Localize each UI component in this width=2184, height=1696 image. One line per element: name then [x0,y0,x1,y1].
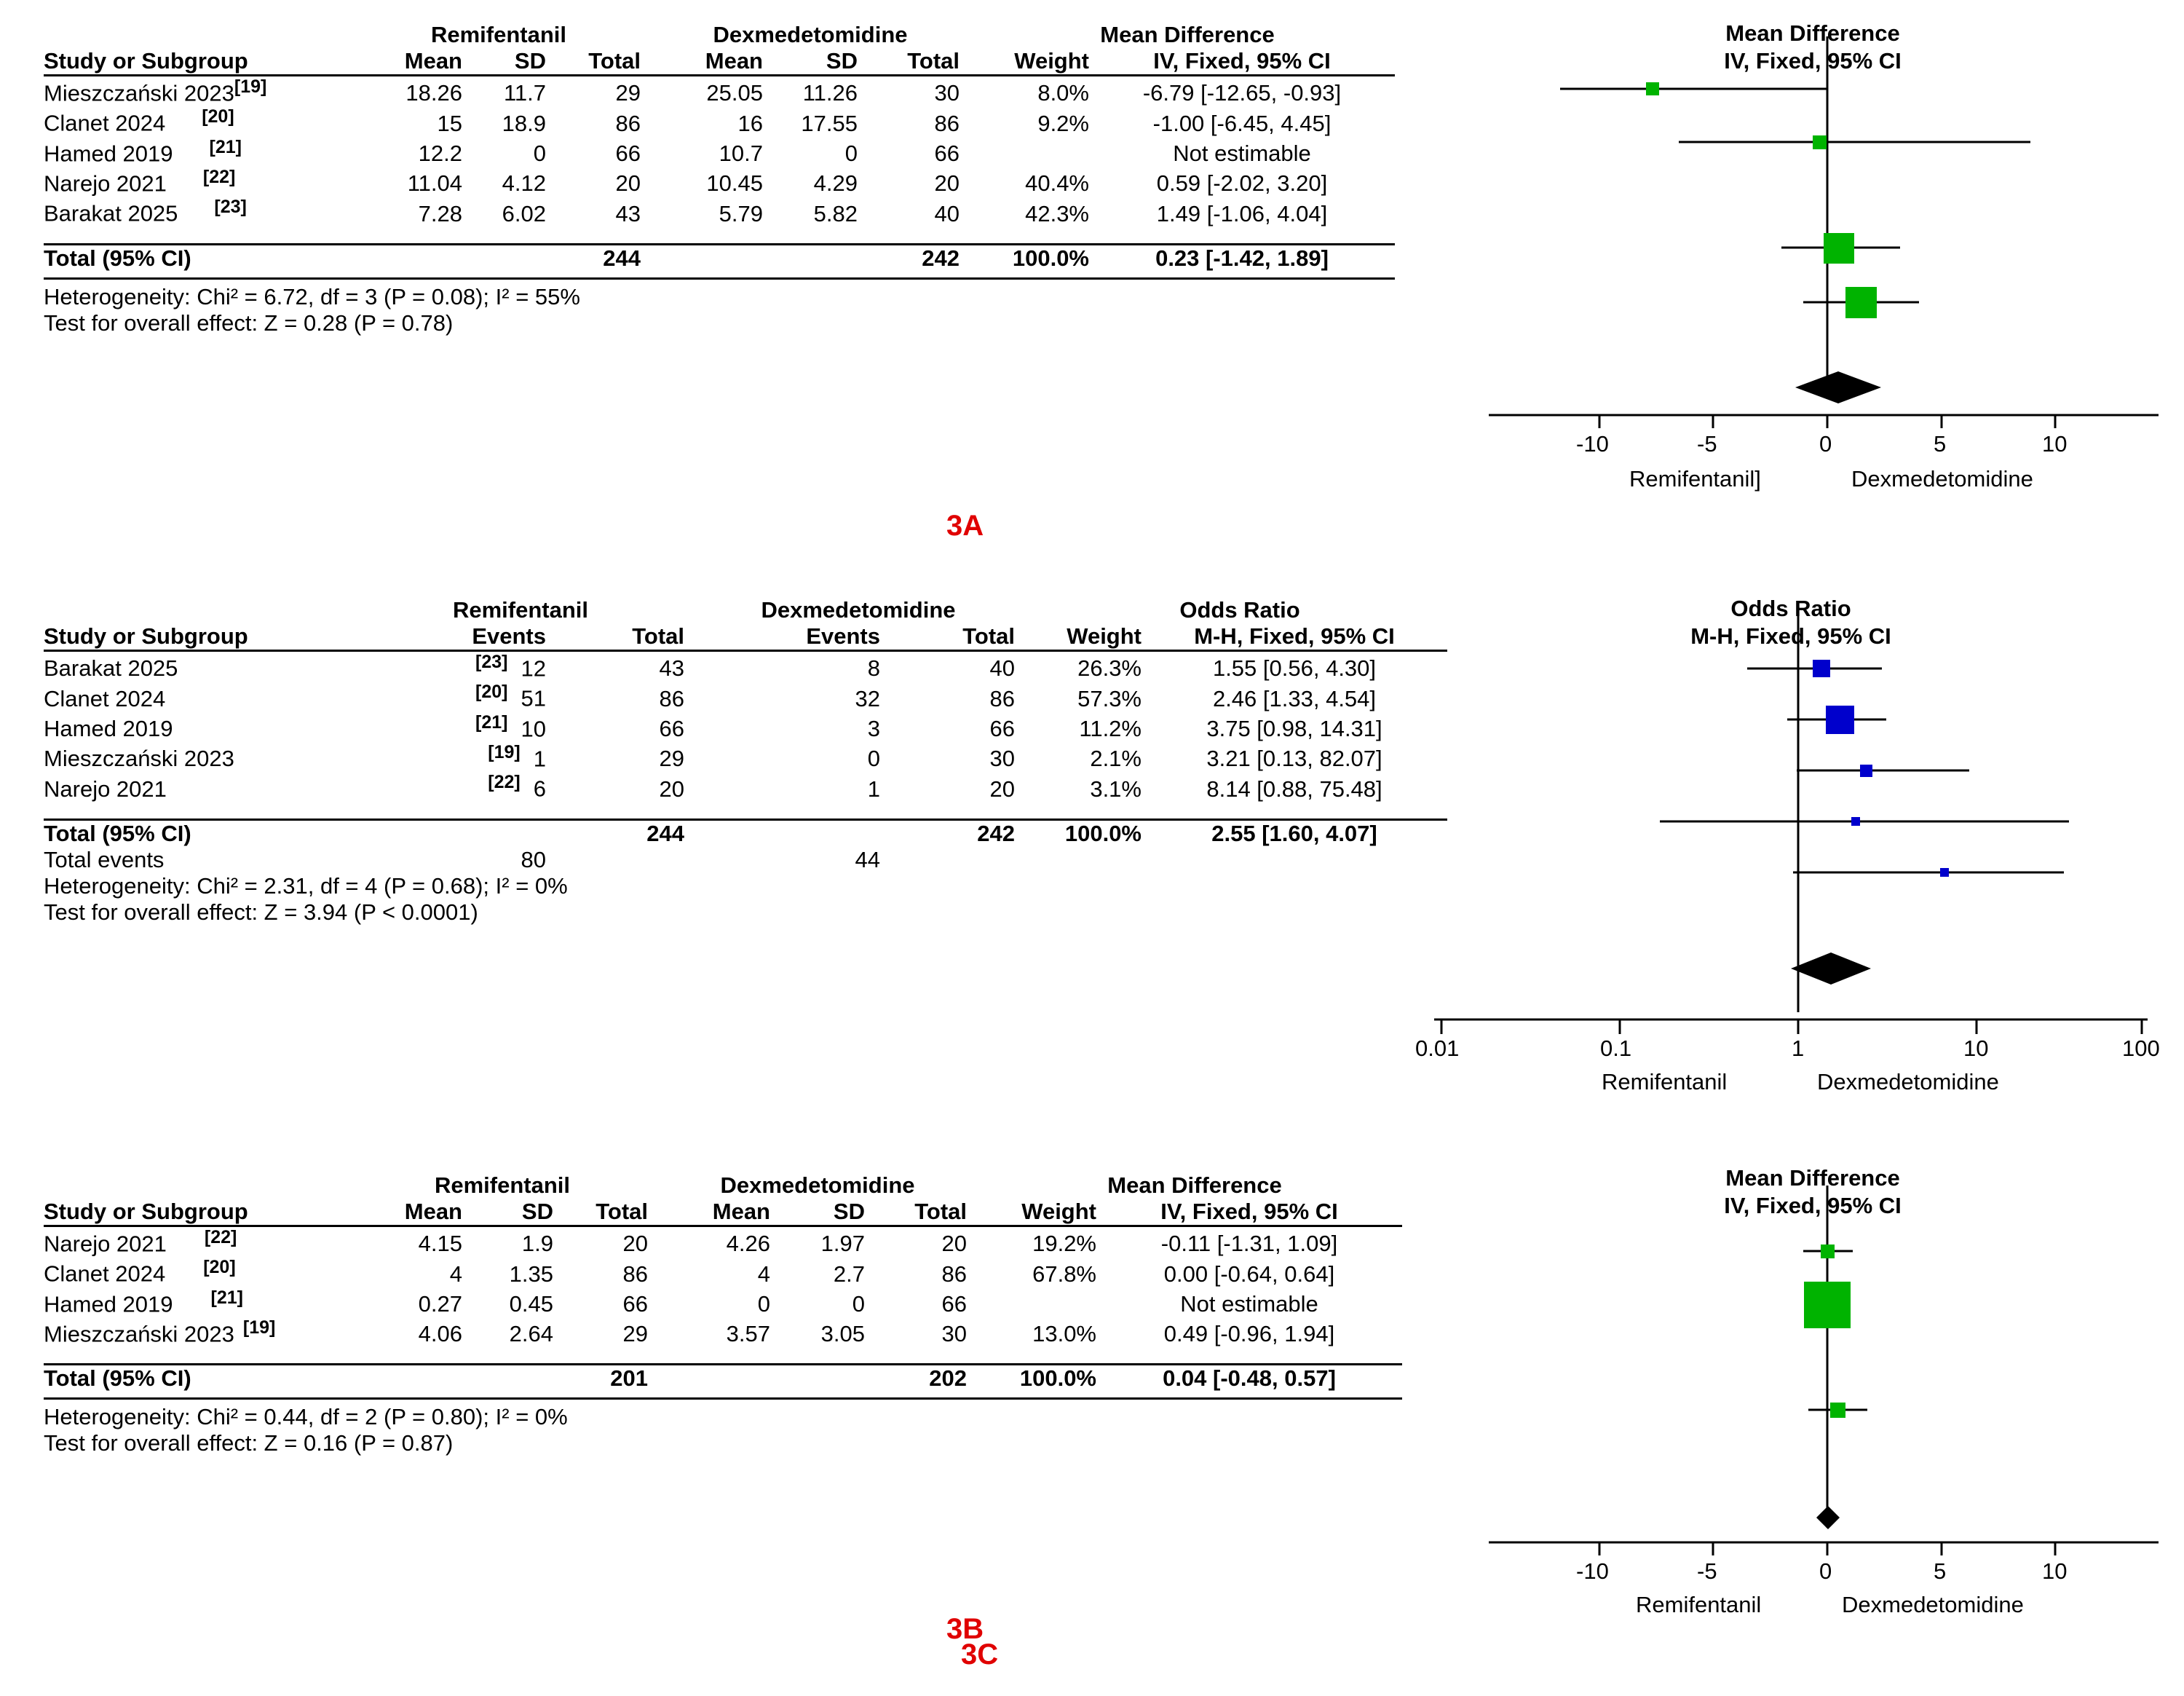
col-sd-2: SD [770,1199,865,1226]
col-total-1: Total [546,623,684,651]
study-name: Narejo 2021 [44,1231,167,1257]
cell-total-1: 20 [622,1231,648,1257]
total-row [44,1365,1402,1392]
cell-mean-2: 4.26 [726,1231,770,1257]
heterogeneity-row [44,278,1395,310]
summary-diamond [1791,952,1871,985]
cell-mean-2: 4 [757,1261,770,1287]
study-reference: [20] [203,1257,236,1278]
marker-study-3 [1860,765,1872,777]
cell-mean-1: 4.06 [418,1321,462,1347]
study-name: Clanet 2024 [44,110,166,136]
study-name: Clanet 2024 [44,1261,166,1287]
study-name: Mieszczański 2023 [44,80,234,106]
col-events-1: Events [357,623,546,651]
total-effect: 0.23 [-1.42, 1.89] [1155,245,1329,271]
total-weight: 100.0% [1012,245,1089,271]
cell-mean-1: 4.15 [418,1231,462,1257]
cell-effect: 2.46 [1.33, 4.54] [1212,685,1377,711]
cell-total-1: 86 [659,685,684,711]
table-row [44,1226,1402,1258]
col-sd-2: SD [763,48,858,76]
cell-events-1: 51 [521,685,546,711]
cell-events-1: 10 [521,715,546,741]
cell-total-1: 66 [615,140,641,166]
cell-effect: Not estimable [1180,1290,1318,1317]
study-reference: [20] [475,682,508,703]
axis-tick-2: 1 [1792,1036,1805,1061]
study-reference: [23] [214,197,247,218]
cell-sd-2: 1.97 [820,1231,865,1257]
axis-tick-4: 10 [2042,1558,2068,1584]
col-mean-2: Mean [661,48,763,76]
marker-study-1 [1821,1245,1835,1258]
total-n1: 201 [610,1365,648,1392]
cell-weight: 19.2% [1032,1231,1096,1257]
cell-mean-1: 7.28 [418,200,462,226]
cell-sd-2: 2.7 [833,1261,865,1287]
forest-header-model-3B: M-H, Fixed, 95% CI [1690,623,1891,649]
table-row [44,772,1447,802]
cell-effect: 1.55 [0.56, 4.30] [1212,655,1377,682]
axis-label-left-3B: Remifentanil [1602,1069,1728,1094]
study-name: Hamed 2019 [44,1290,173,1317]
marker-study-5 [1845,287,1877,318]
cell-total-1: 20 [659,776,684,802]
table-row [44,106,1395,136]
study-reference: [19] [242,1317,276,1338]
heterogeneity-row [44,1399,1402,1431]
table-row [44,137,1395,167]
cell-total-2: 66 [941,1290,967,1317]
col-study: Study or Subgroup [44,623,357,651]
cell-events-1: 6 [533,776,546,802]
study-reference: [21] [210,1287,243,1308]
cell-events-1: 12 [521,655,546,682]
cell-total-2: 30 [934,80,960,106]
col-mean-1: Mean [357,1199,462,1226]
overall-test-row [44,1430,1402,1456]
summary-diamond [1816,1506,1840,1529]
col-mean-2: Mean [668,1199,770,1226]
group-header-remifentanil: Remifentanil [452,597,589,623]
col-total-2: Total [858,48,960,76]
axis-tick-2: 0 [1819,1558,1832,1584]
cell-sd-1: 2.64 [509,1321,553,1347]
heterogeneity-text: Heterogeneity: Chi² = 6.72, df = 3 (P = 0.08); I² = 55% [44,283,580,309]
total-weight: 100.0% [1064,820,1142,846]
col-study: Study or Subgroup [44,48,357,76]
cell-effect: 3.21 [0.13, 82.07] [1206,746,1382,772]
cell-sd-1: 0 [533,140,546,166]
group-header-remifentanil: Remifentanil [434,1172,571,1198]
study-reference: [21] [475,711,508,733]
cell-effect: 8.14 [0.88, 75.48] [1206,776,1382,802]
table-row [44,742,1447,772]
total-effect: 2.55 [1.60, 4.07] [1211,820,1377,846]
total-n2: 202 [929,1365,967,1392]
cell-sd-2: 4.29 [813,170,858,197]
column-header-row [44,48,1395,76]
axis-tick-3: 5 [1934,1558,1947,1584]
group-header-row [44,1172,1402,1199]
cell-effect: 0.59 [-2.02, 3.20] [1156,170,1328,197]
total-events-2: 44 [855,846,880,872]
forest-header-measure-3B: Odds Ratio [1730,596,1851,621]
forest-header-measure-3A: Mean Difference [1725,20,1900,46]
marker-study-1 [1646,82,1659,95]
column-header-row [44,1199,1402,1226]
axis-tick-2: 0 [1819,431,1832,457]
cell-weight [987,1287,1096,1317]
table-row [44,167,1395,197]
marker-study-2 [1826,706,1854,734]
table-row [44,682,1447,711]
cell-effect: 1.49 [-1.06, 4.04] [1156,200,1328,226]
table-row [44,197,1395,226]
table-row [44,1257,1402,1287]
forest-table-3C [44,1172,1402,1456]
study-name: Clanet 2024 [44,685,166,711]
axis-label-right-3C: Dexmedetomidine [1842,1592,2024,1617]
cell-sd-1: 1.35 [509,1261,553,1287]
panel-label-3B: 3B [946,1613,984,1645]
cell-total-2: 66 [989,715,1015,741]
study-name: Narejo 2021 [44,170,167,197]
axis-tick-3: 5 [1934,431,1947,457]
cell-total-2: 86 [941,1261,967,1287]
study-reference: [22] [488,772,521,793]
heterogeneity-text: Heterogeneity: Chi² = 0.44, df = 2 (P = 0.80); I² = 0% [44,1404,568,1430]
total-label: Total (95% CI) [44,820,191,846]
cell-events-2: 8 [867,655,880,682]
total-events-1: 80 [521,846,546,872]
total-label: Total (95% CI) [44,1365,191,1392]
cell-total-1: 20 [615,170,641,197]
cell-total-1: 66 [622,1290,648,1317]
col-study: Study or Subgroup [44,1199,357,1226]
group-header-measure: Odds Ratio [1179,597,1300,623]
cell-weight: 57.3% [1077,685,1142,711]
cell-effect: -6.79 [-12.65, -0.93] [1142,80,1342,106]
col-weight: Weight [1032,623,1142,651]
total-row [44,819,1447,847]
total-row [44,244,1395,272]
cell-weight: 2.1% [1090,746,1142,772]
col-sd-1: SD [462,1199,553,1226]
marker-study-2 [1813,135,1827,149]
study-name: Barakat 2025 [44,655,178,682]
forest-graphic-3A [1449,20,2177,495]
forest-graphic-3B [1405,596,2177,1114]
column-header-row [44,623,1447,651]
total-weight: 100.0% [1019,1365,1096,1392]
forest-header-measure-3C: Mean Difference [1725,1165,1900,1191]
total-n1: 244 [646,820,684,846]
cell-mean-1: 0.27 [418,1290,462,1317]
cell-sd-2: 3.05 [820,1321,865,1347]
cell-total-2: 20 [934,170,960,197]
cell-weight: 8.0% [1037,80,1089,106]
cell-total-1: 86 [615,110,641,136]
cell-total-2: 86 [934,110,960,136]
overall-effect-text: Test for overall effect: Z = 0.28 (P = 0.78) [44,309,454,336]
group-header-row [44,597,1447,623]
cell-events-1: 1 [533,746,546,772]
forest-table-3B [44,597,1447,926]
axis-label-left-3A: Remifentanil] [1629,466,1761,492]
cell-total-1: 29 [622,1321,648,1347]
cell-mean-1: 4 [449,1261,462,1287]
col-effect: IV, Fixed, 95% CI [1089,48,1395,76]
cell-mean-2: 25.05 [706,80,763,106]
cell-effect: Not estimable [1173,140,1311,166]
study-name: Hamed 2019 [44,715,173,741]
cell-sd-1: 4.12 [502,170,546,197]
cell-weight: 26.3% [1077,655,1142,682]
cell-total-2: 40 [934,200,960,226]
axis-tick-1: -5 [1697,431,1717,457]
marker-study-4 [1824,233,1854,264]
group-header-measure: Mean Difference [1100,22,1275,47]
overall-test-row [44,899,1447,926]
cell-mean-2: 0 [757,1290,770,1317]
overall-effect-text: Test for overall effect: Z = 0.16 (P = 0.87) [44,1430,454,1456]
forest-header-model-3C: IV, Fixed, 95% CI [1724,1193,1902,1218]
study-name: Narejo 2021 [44,776,167,802]
table-row [44,1287,1402,1317]
cell-total-2: 86 [989,685,1015,711]
axis-label-left-3C: Remifentanil [1636,1592,1762,1617]
cell-weight: 11.2% [1079,715,1142,741]
overall-effect-text: Test for overall effect: Z = 3.94 (P < 0.0001) [44,899,478,925]
study-reference: [23] [475,652,508,672]
cell-effect: 0.00 [-0.64, 0.64] [1163,1261,1335,1287]
total-effect: 0.04 [-0.48, 0.57] [1163,1365,1336,1392]
study-reference: [19] [488,741,521,762]
marker-study-5 [1940,868,1949,877]
cell-mean-1: 11.04 [407,170,462,197]
axis-tick-4: 100 [2122,1036,2160,1061]
col-events-2: Events [702,623,880,651]
study-name: Mieszczański 2023 [44,1321,234,1347]
col-mean-1: Mean [357,48,462,76]
axis-tick-4: 10 [2042,431,2068,457]
col-total-1: Total [553,1199,648,1226]
cell-weight: 42.3% [1025,200,1089,226]
table-row [44,712,1447,742]
axis-tick-0: 0.01 [1415,1036,1460,1061]
cell-weight [980,137,1089,167]
study-reference: [22] [204,1227,237,1247]
forest-graphic-3C [1449,1165,2177,1644]
axis-tick-0: -10 [1576,1558,1609,1584]
cell-weight: 40.4% [1025,170,1089,197]
cell-mean-2: 16 [737,110,763,136]
group-header-row [44,22,1395,48]
summary-diamond [1795,371,1881,403]
panel-label-3C: 3C [961,1638,999,1671]
cell-mean-1: 12.2 [418,140,462,166]
cell-total-1: 43 [615,200,641,226]
axis-tick-1: -5 [1697,1558,1717,1584]
cell-mean-1: 15 [437,110,462,136]
cell-sd-2: 17.55 [801,110,858,136]
cell-sd-1: 1.9 [521,1231,553,1257]
cell-weight: 67.8% [1032,1261,1096,1287]
cell-sd-1: 11.7 [503,80,546,106]
axis-tick-3: 10 [1963,1036,1989,1061]
marker-study-2 [1804,1282,1851,1328]
total-label: Total (95% CI) [44,245,191,271]
study-reference: [21] [209,136,242,157]
cell-sd-2: 0 [852,1290,865,1317]
cell-total-2: 30 [941,1321,967,1347]
marker-study-3 [1830,1403,1845,1418]
cell-events-2: 3 [867,715,880,741]
forest-header-model-3A: IV, Fixed, 95% CI [1724,48,1902,74]
forest-table-3A [44,22,1395,336]
table-row [44,76,1395,107]
cell-total-2: 30 [989,746,1015,772]
cell-total-1: 43 [659,655,684,682]
total-n2: 242 [977,820,1015,846]
cell-mean-2: 5.79 [719,200,763,226]
total-events-row [44,847,1447,873]
cell-sd-2: 5.82 [813,200,858,226]
cell-effect: -0.11 [-1.31, 1.09] [1160,1231,1338,1257]
forest-plot-panel-3C [0,1158,2184,1696]
cell-total-2: 20 [941,1231,967,1257]
overall-test-row [44,310,1395,336]
cell-mean-2: 10.7 [719,140,763,166]
table-row [44,1317,1402,1347]
col-sd-1: SD [462,48,546,76]
study-reference: [19] [234,76,267,97]
cell-events-2: 0 [867,746,880,772]
cell-weight: 3.1% [1090,776,1142,802]
axis-label-right-3B: Dexmedetomidine [1817,1069,1999,1094]
marker-study-1 [1813,660,1830,677]
col-effect: M-H, Fixed, 95% CI [1142,623,1447,651]
heterogeneity-row [44,873,1447,899]
study-reference: [20] [202,106,234,127]
cell-effect: -1.00 [-6.45, 4.45] [1152,110,1332,136]
cell-total-2: 40 [989,655,1015,682]
group-header-dexmedetomidine: Dexmedetomidine [720,1172,915,1198]
cell-mean-2: 10.45 [706,170,763,197]
total-events-label: Total events [44,846,165,872]
total-n1: 244 [603,245,641,271]
cell-total-1: 29 [659,746,684,772]
study-name: Mieszczański 2023 [44,746,234,772]
cell-mean-2: 3.57 [726,1321,770,1347]
marker-study-4 [1851,817,1860,826]
group-header-measure: Mean Difference [1107,1172,1282,1198]
axis-tick-0: -10 [1576,431,1609,457]
study-reference: [22] [202,166,236,187]
cell-sd-1: 6.02 [502,200,546,226]
axis-tick-1: 0.1 [1600,1036,1632,1061]
cell-weight: 13.0% [1032,1321,1096,1347]
cell-total-1: 66 [659,715,684,741]
forest-plot-panel-3A [0,0,2184,575]
group-header-dexmedetomidine: Dexmedetomidine [713,22,908,47]
cell-events-2: 32 [855,685,880,711]
cell-mean-1: 18.26 [405,80,462,106]
total-n2: 242 [922,245,960,271]
col-total-2: Total [880,623,1015,651]
cell-effect: 0.49 [-0.96, 1.94] [1163,1321,1335,1347]
col-total-2: Total [865,1199,967,1226]
heterogeneity-text: Heterogeneity: Chi² = 2.31, df = 4 (P = 0.68); I² = 0% [44,872,568,899]
table-row [44,651,1447,682]
cell-total-2: 20 [989,776,1015,802]
cell-total-1: 86 [622,1261,648,1287]
study-name: Hamed 2019 [44,140,173,166]
cell-sd-2: 11.26 [802,80,858,106]
col-effect: IV, Fixed, 95% CI [1096,1199,1402,1226]
cell-events-2: 1 [867,776,880,802]
panel-label-3A: 3A [946,510,984,542]
axis-label-right-3A: Dexmedetomidine [1851,466,2033,492]
cell-sd-1: 18.9 [502,110,546,136]
cell-effect: 3.75 [0.98, 14.31] [1206,715,1382,741]
col-weight: Weight [987,1199,1096,1226]
cell-total-1: 29 [615,80,641,106]
cell-sd-2: 0 [844,140,858,166]
col-weight: Weight [980,48,1089,76]
cell-weight: 9.2% [1037,110,1089,136]
group-header-dexmedetomidine: Dexmedetomidine [761,597,956,623]
cell-total-2: 66 [934,140,960,166]
cell-sd-1: 0.45 [509,1290,553,1317]
group-header-remifentanil: Remifentanil [430,22,567,47]
study-name: Barakat 2025 [44,200,178,226]
col-total-1: Total [546,48,641,76]
